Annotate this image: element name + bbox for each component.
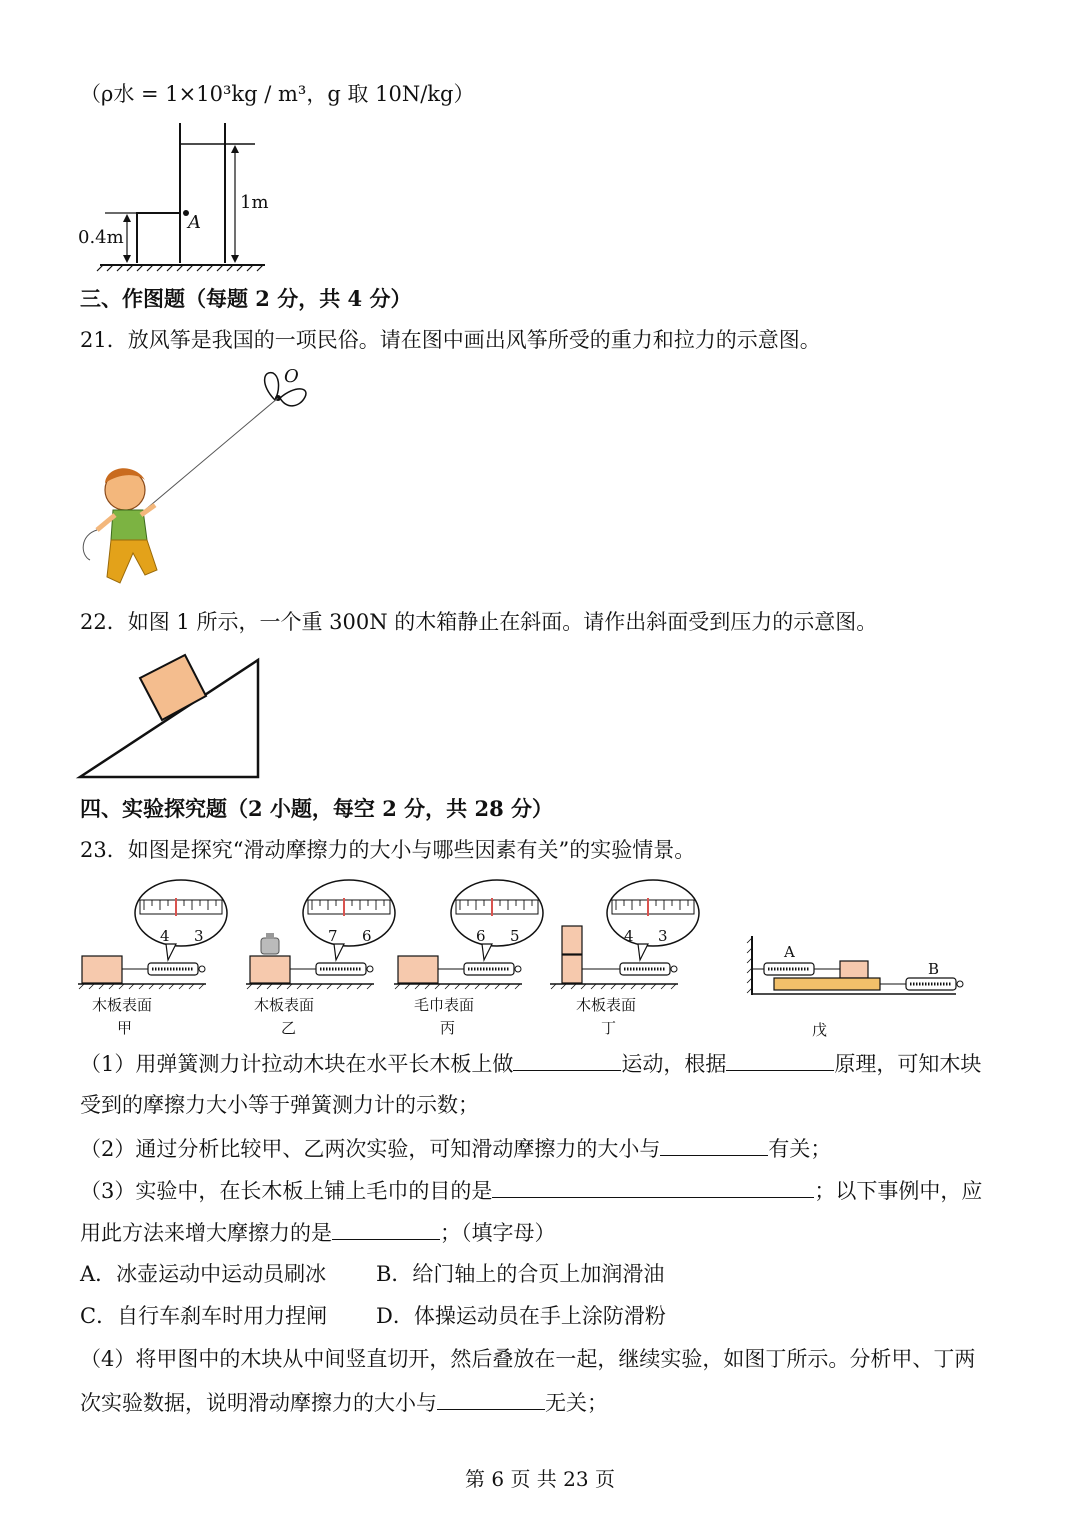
q23-part2-text-a: （2）通过分析比较甲、乙两次实验，可知滑动摩擦力的大小与 bbox=[80, 1137, 661, 1161]
figure-bing-name: 丙 bbox=[440, 1019, 456, 1037]
option-d: D．体操运动员在手上涂防滑粉 bbox=[376, 1304, 666, 1328]
height-label-1m: 1m bbox=[240, 192, 269, 213]
option-b: B．给门轴上的合页上加润滑油 bbox=[376, 1262, 665, 1286]
figure-wu-label-b: B bbox=[928, 960, 940, 978]
figure-jia-name: 甲 bbox=[117, 1019, 133, 1037]
question-21-text: 放风筝是我国的一项民俗。请在图中画出风筝所受的重力和拉力的示意图。 bbox=[127, 328, 821, 352]
question-22-number: 22． bbox=[80, 610, 128, 634]
q23-part3-line2 bbox=[80, 1221, 556, 1244]
question-21 bbox=[80, 330, 821, 351]
figure-bing bbox=[394, 880, 543, 989]
figure-yi-surface: 木板表面 bbox=[254, 996, 315, 1014]
page-footer: 第 6 页 共 23 页 bbox=[465, 1467, 615, 1491]
point-o-label: O bbox=[284, 366, 299, 387]
question-21-number: 21． bbox=[80, 328, 128, 352]
q23-part3-text-d: ；（填字母） bbox=[440, 1221, 556, 1245]
figure-yi-name: 乙 bbox=[281, 1019, 297, 1037]
density-condition: （ρ水 = 1×10³kg / m³，g 取 10N/kg） bbox=[80, 82, 475, 106]
figure-yi bbox=[246, 880, 395, 989]
question-23-text: 如图是探究“滑动摩擦力的大小与哪些因素有关”的实验情景。 bbox=[127, 838, 696, 862]
gauge-bing-tick-2: 5 bbox=[510, 927, 520, 945]
section-3-title: 三、作图题（每题 2 分，共 4 分） bbox=[80, 286, 412, 311]
gauge-ding-tick-2: 3 bbox=[658, 927, 668, 945]
gauge-jia-tick-2: 3 bbox=[194, 927, 204, 945]
q23-part3-line1 bbox=[80, 1179, 982, 1202]
q23-part1-text-c: 原理，可知木块 bbox=[834, 1052, 982, 1076]
answer-blank-6[interactable] bbox=[437, 1391, 545, 1410]
q23-part1-text-a: （1）用弹簧测力计拉动木块在水平长木板上做 bbox=[80, 1052, 514, 1076]
q23-part4-line2 bbox=[80, 1391, 608, 1414]
q23-part4-line1: （4）将甲图中的木块从中间竖直切开，然后叠放在一起，继续实验，如图丁所示。分析甲、丁两 bbox=[80, 1347, 976, 1371]
answer-blank-2[interactable] bbox=[726, 1052, 834, 1071]
figure-ding-surface: 木板表面 bbox=[576, 996, 637, 1014]
figure-jia-surface: 木板表面 bbox=[92, 996, 153, 1014]
q23-part1-line1 bbox=[80, 1052, 981, 1075]
answer-blank-1[interactable] bbox=[513, 1052, 621, 1071]
section-4-title: 四、实验探究题（2 小题，每空 2 分，共 28 分） bbox=[80, 796, 554, 821]
q23-part4-text-b: 次实验数据，说明滑动摩擦力的大小与 bbox=[80, 1391, 437, 1415]
q23-part4-text-c: 无关； bbox=[545, 1391, 608, 1415]
question-22-text: 如图 1 所示，一个重 300N 的木箱静止在斜面。请作出斜面受到压力的示意图。 bbox=[127, 610, 878, 634]
q23-part3-text-a: （3）实验中，在长木板上铺上毛巾的目的是 bbox=[80, 1179, 493, 1203]
q23-part3-text-c: 用此方法来增大摩擦力的是 bbox=[80, 1221, 332, 1245]
q23-part2-text-b: 有关； bbox=[768, 1137, 832, 1161]
option-a: A．冰壶运动中运动员刷冰 bbox=[80, 1262, 327, 1286]
figure-jia bbox=[78, 880, 227, 989]
height-label-04m: 0.4m bbox=[78, 227, 124, 248]
figure-ding-name: 丁 bbox=[601, 1019, 617, 1037]
gauge-jia-tick-1: 4 bbox=[160, 927, 170, 945]
incline-figure bbox=[78, 650, 263, 780]
figure-bing-surface: 毛巾表面 bbox=[414, 996, 475, 1014]
figure-wu-label-a: A bbox=[784, 943, 795, 961]
option-c: C．自行车刹车时用力捏闸 bbox=[80, 1304, 328, 1328]
friction-experiment-figures bbox=[78, 878, 978, 1038]
q23-part1-text-b: 运动，根据 bbox=[621, 1052, 727, 1076]
q23-part1-line2: 受到的摩擦力大小等于弹簧测力计的示数； bbox=[80, 1093, 479, 1117]
gauge-bing-tick-1: 6 bbox=[476, 927, 486, 945]
figure-wu-name: 戊 bbox=[812, 1021, 828, 1039]
kite-figure bbox=[75, 365, 325, 595]
q23-part2 bbox=[80, 1137, 831, 1160]
point-a-label: A bbox=[188, 212, 201, 233]
answer-blank-3[interactable] bbox=[660, 1137, 768, 1156]
gauge-yi-tick-2: 6 bbox=[362, 927, 372, 945]
gauge-yi-tick-1: 7 bbox=[328, 927, 338, 945]
question-23-number: 23． bbox=[80, 838, 128, 862]
q23-part3-text-b: ；以下事例中，应 bbox=[814, 1179, 983, 1203]
answer-blank-4[interactable] bbox=[492, 1179, 814, 1198]
gauge-ding-tick-1: 4 bbox=[624, 927, 634, 945]
question-22 bbox=[80, 612, 877, 633]
question-23 bbox=[80, 840, 695, 861]
answer-blank-5[interactable] bbox=[332, 1221, 440, 1240]
